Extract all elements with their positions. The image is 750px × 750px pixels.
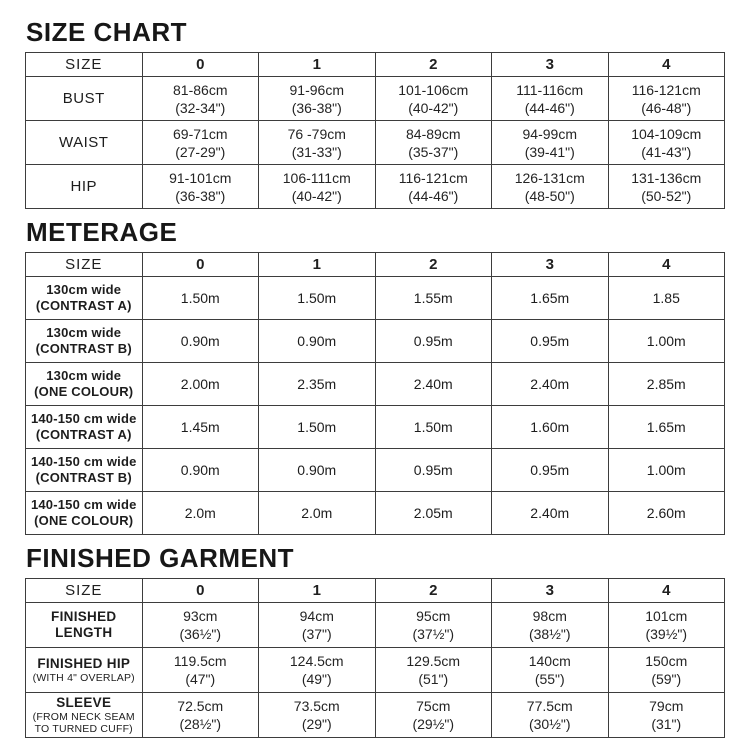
row-label: BUST xyxy=(26,77,143,121)
column-header-0: 0 xyxy=(142,53,259,77)
value-inches: (32-34") xyxy=(175,99,226,116)
finished-garment-table xyxy=(25,578,725,738)
row-label-line1: 130cm wide xyxy=(46,325,122,340)
row-label: WAIST xyxy=(26,121,143,165)
value-cell: 0.95m xyxy=(492,449,609,492)
table-row-contrast-a-140 xyxy=(26,406,725,449)
value-cell xyxy=(608,77,725,121)
value-cell xyxy=(259,648,376,693)
value-cm: 91-96cm xyxy=(289,81,344,98)
value-cm: 126-131cm xyxy=(514,169,585,186)
table-row-contrast-b-140 xyxy=(26,449,725,492)
column-header-size: SIZE xyxy=(26,579,143,603)
finished-garment-section xyxy=(25,544,725,738)
value-cell: 1.00m xyxy=(608,449,725,492)
column-header-1: 1 xyxy=(259,579,376,603)
value-inches: (39-41") xyxy=(524,143,575,160)
row-label-line1: 140-150 cm wide xyxy=(30,497,137,512)
value-cell: 1.50m xyxy=(259,277,376,320)
value-cell xyxy=(375,121,492,165)
value-cell: 2.0m xyxy=(259,492,376,535)
value-cell: 1.50m xyxy=(259,406,376,449)
value-cell xyxy=(142,603,259,648)
row-label xyxy=(26,320,143,363)
column-header-3: 3 xyxy=(492,579,609,603)
row-label-sub: (FROM NECK SEAM TO TURNED CUFF) xyxy=(32,711,135,735)
value-cm: 111-116cm xyxy=(516,81,584,98)
column-header-4: 4 xyxy=(608,579,725,603)
value-cell: 0.90m xyxy=(142,449,259,492)
value-cell: 2.40m xyxy=(375,363,492,406)
size-chart-title: SIZE CHART xyxy=(26,17,187,47)
row-label-main: FINISHED HIP xyxy=(37,656,131,671)
value-cell xyxy=(259,121,376,165)
value-cell: 1.85 xyxy=(608,277,725,320)
table-row-bust xyxy=(26,77,725,121)
value-inches: (51") xyxy=(418,671,449,687)
value-cell xyxy=(492,603,609,648)
value-cell: 2.00m xyxy=(142,363,259,406)
value-inches: (35-37") xyxy=(408,143,459,160)
value-inches: (29") xyxy=(301,716,332,732)
table-row-one-colour-140 xyxy=(26,492,725,535)
row-label xyxy=(26,406,143,449)
table-row-hip xyxy=(26,165,725,209)
value-cell: 1.55m xyxy=(375,277,492,320)
row-label-line1: 130cm wide xyxy=(46,368,122,383)
value-cell: 1.00m xyxy=(608,320,725,363)
row-label xyxy=(26,492,143,535)
value-cm: 129.5cm xyxy=(406,653,461,669)
column-header-4: 4 xyxy=(608,253,725,277)
table-row-one-colour-130 xyxy=(26,363,725,406)
column-header-0: 0 xyxy=(142,253,259,277)
meterage-title: METERAGE xyxy=(26,217,178,247)
column-header-1: 1 xyxy=(259,253,376,277)
row-label-sub: (WITH 4" OVERLAP) xyxy=(32,672,135,684)
value-cell xyxy=(492,648,609,693)
value-inches: (40-42") xyxy=(291,187,342,204)
column-header-0: 0 xyxy=(142,579,259,603)
column-header-2: 2 xyxy=(375,579,492,603)
table-row-sleeve xyxy=(26,693,725,738)
value-cm: 116-121cm xyxy=(631,81,701,98)
value-cell: 2.40m xyxy=(492,363,609,406)
table-row-contrast-a-130 xyxy=(26,277,725,320)
value-inches: (30½") xyxy=(528,716,571,732)
column-header-size: SIZE xyxy=(26,253,143,277)
row-label-line1: 140-150 cm wide xyxy=(30,454,137,469)
value-inches: (27-29") xyxy=(175,143,226,160)
row-label xyxy=(26,603,143,648)
value-cell xyxy=(492,77,609,121)
table-row-contrast-b-130 xyxy=(26,320,725,363)
row-label-main: SLEEVE xyxy=(56,695,112,710)
row-label xyxy=(26,363,143,406)
value-cell xyxy=(492,121,609,165)
value-inches: (29½") xyxy=(412,716,455,732)
value-cm: 69-71cm xyxy=(173,125,228,142)
row-label xyxy=(26,277,143,320)
value-cm: 75cm xyxy=(416,698,451,714)
value-cell xyxy=(259,165,376,209)
header-row xyxy=(26,253,725,277)
row-label-line1: 140-150 cm wide xyxy=(30,411,137,426)
value-cell xyxy=(375,603,492,648)
value-cell xyxy=(259,603,376,648)
value-cm: 150cm xyxy=(645,653,688,669)
value-cell xyxy=(142,165,259,209)
value-inches: (31") xyxy=(651,716,682,732)
value-cm: 101cm xyxy=(645,608,688,624)
column-header-3: 3 xyxy=(492,53,609,77)
value-cell xyxy=(142,648,259,693)
value-inches: (39½") xyxy=(645,626,688,642)
value-inches: (28½") xyxy=(179,716,222,732)
value-inches: (47") xyxy=(185,671,216,687)
value-inches: (37½") xyxy=(412,626,455,642)
value-cell xyxy=(142,693,259,738)
column-header-1: 1 xyxy=(259,53,376,77)
value-cell xyxy=(608,121,725,165)
value-cm: 72.5cm xyxy=(177,698,224,714)
value-cm: 93cm xyxy=(183,608,218,624)
value-cm: 94-99cm xyxy=(522,125,577,142)
value-cell: 1.45m xyxy=(142,406,259,449)
value-inches: (36½") xyxy=(179,626,222,642)
value-cm: 124.5cm xyxy=(289,653,344,669)
value-cell: 2.60m xyxy=(608,492,725,535)
row-label-line2: (ONE COLOUR) xyxy=(34,513,134,528)
value-cell: 2.0m xyxy=(142,492,259,535)
row-label-line2: (ONE COLOUR) xyxy=(34,384,134,399)
value-cell xyxy=(259,693,376,738)
row-label xyxy=(26,693,143,738)
value-cell xyxy=(375,165,492,209)
value-cell: 1.65m xyxy=(492,277,609,320)
value-cell xyxy=(608,648,725,693)
value-inches: (49") xyxy=(301,671,332,687)
value-cell: 0.95m xyxy=(492,320,609,363)
value-cm: 77.5cm xyxy=(526,698,573,714)
value-inches: (59") xyxy=(651,671,682,687)
value-cell xyxy=(375,77,492,121)
table-row-finished-length xyxy=(26,603,725,648)
value-cm: 104-109cm xyxy=(631,125,702,142)
finished-garment-title: FINISHED GARMENT xyxy=(26,543,294,573)
value-cm: 94cm xyxy=(299,608,334,624)
value-cell: 2.35m xyxy=(259,363,376,406)
value-cm: 140cm xyxy=(528,653,571,669)
column-header-size: SIZE xyxy=(26,53,143,77)
column-header-4: 4 xyxy=(608,53,725,77)
header-row xyxy=(26,53,725,77)
value-cm: 98cm xyxy=(532,608,567,624)
value-cell: 2.85m xyxy=(608,363,725,406)
value-cm: 116-121cm xyxy=(398,169,468,186)
size-chart-section xyxy=(25,18,725,209)
value-inches: (31-33") xyxy=(291,143,342,160)
value-cm: 76 -79cm xyxy=(287,125,346,142)
value-cell: 0.90m xyxy=(259,320,376,363)
value-inches: (50-52") xyxy=(641,187,692,204)
row-label-main: FINISHED LENGTH xyxy=(51,609,117,640)
column-header-2: 2 xyxy=(375,53,492,77)
column-header-2: 2 xyxy=(375,253,492,277)
row-label-line1: 130cm wide xyxy=(46,282,122,297)
value-cell: 0.90m xyxy=(259,449,376,492)
value-cell: 1.50m xyxy=(142,277,259,320)
meterage-table xyxy=(25,252,725,535)
value-cm: 73.5cm xyxy=(293,698,340,714)
value-inches: (36-38") xyxy=(291,99,342,116)
value-cell xyxy=(608,165,725,209)
value-cell: 0.95m xyxy=(375,320,492,363)
value-inches: (40-42") xyxy=(408,99,459,116)
value-cm: 79cm xyxy=(649,698,684,714)
value-cm: 131-136cm xyxy=(631,169,702,186)
table-row-finished-hip xyxy=(26,648,725,693)
column-header-3: 3 xyxy=(492,253,609,277)
value-cm: 101-106cm xyxy=(398,81,469,98)
value-cell xyxy=(375,693,492,738)
value-cell: 0.90m xyxy=(142,320,259,363)
value-cm: 91-101cm xyxy=(169,169,232,186)
row-label: HIP xyxy=(26,165,143,209)
value-inches: (48-50") xyxy=(524,187,575,204)
value-cell: 1.50m xyxy=(375,406,492,449)
header-row xyxy=(26,579,725,603)
value-cm: 84-89cm xyxy=(406,125,461,142)
row-label-line2: (CONTRAST B) xyxy=(35,470,132,485)
value-cm: 119.5cm xyxy=(173,653,227,669)
value-cell xyxy=(492,693,609,738)
value-inches: (36-38") xyxy=(175,187,226,204)
value-cell xyxy=(608,693,725,738)
value-cell: 1.65m xyxy=(608,406,725,449)
value-cell xyxy=(142,77,259,121)
value-inches: (46-48") xyxy=(641,99,692,116)
value-cm: 95cm xyxy=(416,608,451,624)
value-cm: 81-86cm xyxy=(173,81,228,98)
value-cell: 0.95m xyxy=(375,449,492,492)
value-cell xyxy=(608,603,725,648)
value-inches: (38½") xyxy=(528,626,571,642)
row-label xyxy=(26,648,143,693)
value-cell: 2.40m xyxy=(492,492,609,535)
value-cell xyxy=(492,165,609,209)
size-chart-table xyxy=(25,52,725,209)
table-row-waist xyxy=(26,121,725,165)
value-inches: (37") xyxy=(301,626,332,642)
row-label-line2: (CONTRAST B) xyxy=(35,341,132,356)
row-label xyxy=(26,449,143,492)
row-label-line2: (CONTRAST A) xyxy=(35,427,132,442)
value-cell: 1.60m xyxy=(492,406,609,449)
value-cm: 106-111cm xyxy=(282,169,351,186)
value-cell xyxy=(375,648,492,693)
value-cell xyxy=(259,77,376,121)
value-cell xyxy=(142,121,259,165)
row-label-line2: (CONTRAST A) xyxy=(35,298,132,313)
value-inches: (41-43") xyxy=(641,143,692,160)
meterage-section xyxy=(25,218,725,535)
value-inches: (44-46") xyxy=(524,99,575,116)
value-inches: (44-46") xyxy=(408,187,459,204)
value-inches: (55") xyxy=(534,671,565,687)
value-cell: 2.05m xyxy=(375,492,492,535)
